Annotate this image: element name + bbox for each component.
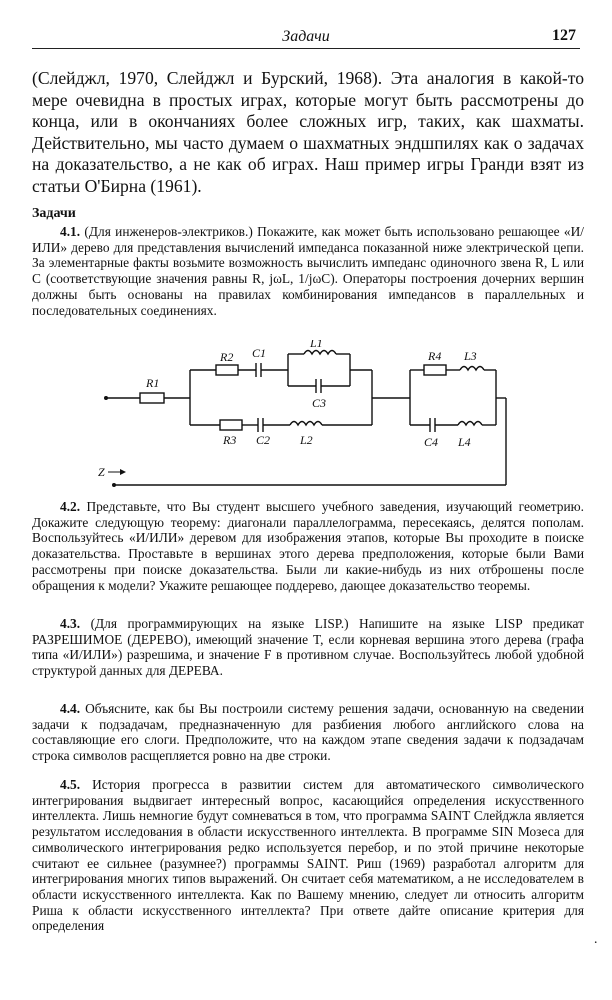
label-r2: R2: [220, 350, 234, 364]
page-header: [32, 26, 580, 49]
resistor-r4: [424, 365, 446, 375]
section-heading: Задачи: [32, 206, 76, 221]
problem-text: (Для программирующих на языке LISP.) Напишите на языке LISP предикат РАЗРЕШИМОЕ (ДЕРЕВО), имеющий значение T, если корневая вершина этого дерева (графа типа «И/ИЛИ») разрешима, и значение F в противном случае. Воспользуйтесь любой удобной структурой данных для ДЕРЕВА.: [32, 616, 584, 679]
label-r4: R4: [428, 349, 442, 363]
problem-number: 4.2.: [60, 499, 81, 514]
label-c4: C4: [424, 435, 439, 449]
intro-paragraph: (Слейджл, 1970, Слейджл и Бурский, 1968). Эта аналогия в какой-то мере очевидна в простых играх, которые могут быть рассмотрены до конца, или в окончаниях более сложных игр, таких, как шахматы. Действительно, мы часто думаем о шахматных эндшпилях как о задачах на доказательство, а не как об играх. Наш пример игры Гранди взят из статьи О'Бирна (1961).: [32, 68, 584, 196]
label-c3: C3: [312, 396, 327, 410]
label-r1: R1: [146, 376, 160, 390]
problem-4-5: [32, 777, 584, 934]
problem-4-1: [32, 224, 584, 318]
problem-4-4: [32, 701, 584, 764]
problem-number: 4.1.: [60, 224, 81, 239]
label-l3: L3: [464, 349, 477, 363]
label-l2: L2: [300, 433, 313, 447]
problem-number: 4.3.: [60, 616, 81, 631]
inductor-l1: [304, 351, 336, 355]
problem-text: Объясните, как бы Вы построили систему решения задачи, основанную на сведении задачи к подзадачам, предназначенную для разбиения любого английского слова на составляющие его слоги. Предположите, что на каждом этапе сведения задачи к подзадачам строка символов расщепляется ровно на две строки.: [32, 701, 584, 764]
label-r3: R3: [223, 433, 237, 447]
problem-number: 4.5.: [60, 777, 81, 792]
label-c1: C1: [252, 346, 267, 360]
running-title: Задачи: [282, 28, 330, 45]
problem-4-2: [32, 499, 584, 593]
page-number: 127: [552, 27, 576, 44]
resistor-r1: [140, 393, 164, 403]
resistor-r2: [216, 365, 238, 375]
inductor-l4: [458, 422, 482, 426]
label-c2: C2: [256, 433, 271, 447]
label-l1: L1: [310, 340, 323, 350]
inductor-l2: [290, 422, 322, 426]
label-l4: L4: [458, 435, 471, 449]
resistor-r3: [220, 420, 242, 430]
problem-number: 4.4.: [60, 701, 81, 716]
margin-mark: ·: [593, 936, 598, 951]
inductor-l3: [460, 367, 484, 371]
label-z: Z: [98, 465, 105, 479]
problem-text: История прогресса в развитии систем для автоматического символического интегрирования выдвигает интересный вопрос, касающийся определения искусственного интеллекта. Лишь немногие будут сомневаться в том, что программа SAINT Слейджла является результатом исследования в области искусственного интеллекта. В программе SIN Мозеса для символического интегрирования редко используется перебор, и по этой причине некоторые считают ее сильнее (разумнее?) программы SAINT. Риш (1969) разработал алгоритм для интегрирования многих типов выражений. Он считает себя математиком, а не исследователем в области искусственного интеллекта. Как по Вашему мнению, следует ли относить алгоритм Риша к области искусственного интеллекта? При ответе дайте описание критерия для определения: [32, 777, 584, 934]
problem-4-3: [32, 616, 584, 679]
problem-text: (Для инженеров-электриков.) Покажите, как может быть использовано решающее «И/ИЛИ» дерево для представления вычислений импеданса показанной ниже электрической цепи. За элементарные факты возьмите возможность вычислить импеданс одиночного звена R, L или C (соответствующие значения равны R, jωL, 1/jωC). Операторы построения дочерних вершин должны быть основаны на правилах комбинирования импедансов в параллельных и последовательных соединениях.: [32, 224, 584, 318]
circuit-diagram: [92, 340, 512, 500]
problem-text: Представьте, что Вы студент высшего учебного заведения, изучающий геометрию. Докажите следующую теорему: диагонали параллелограмма, пересекаясь, делятся пополам. Воспользуйтесь «И/ИЛИ» деревом для изображения этапов, которые Вы проходите в поиске доказательства. Проставьте в вершинах этого дерева предположения, которые были Вами рассмотрены при поиске доказательства. Были ли какие-нибудь из них отброшены после обращения к модели? Укажите решающее поддерево, дающее доказательство теоремы.: [32, 499, 584, 593]
